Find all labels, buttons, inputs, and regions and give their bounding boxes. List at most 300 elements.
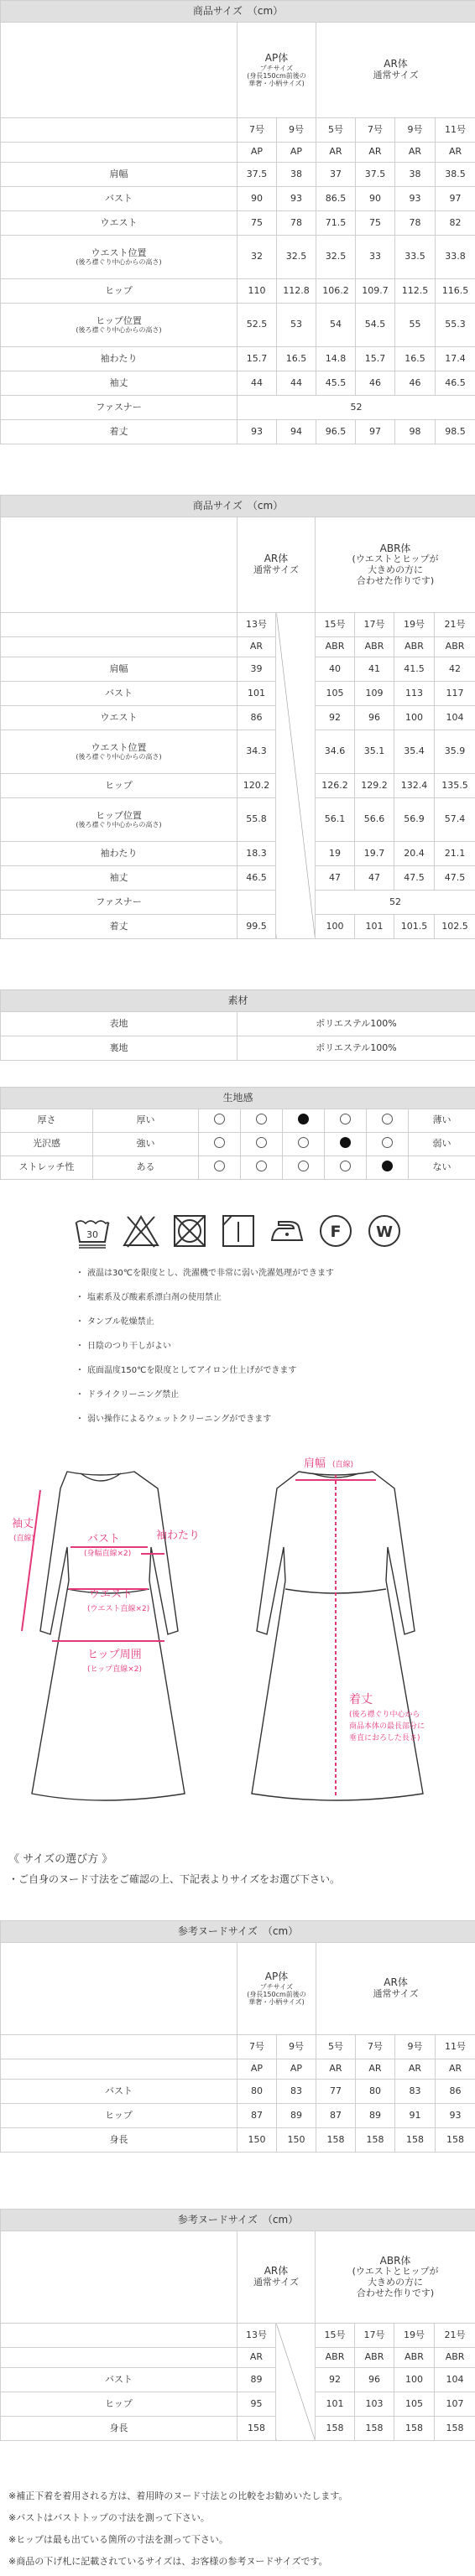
cell: 106.2	[316, 279, 356, 304]
table-header: 参考ヌードサイズ （cm）	[1, 1921, 475, 1943]
cell: 96	[355, 2368, 394, 2392]
group-header-ar: AR体 通常サイズ	[238, 517, 316, 613]
type-label: ABR	[316, 2348, 355, 2368]
bust-label: バスト	[87, 1533, 121, 1545]
empty-diagonal-cell	[276, 2324, 316, 2441]
cell: 16.5	[395, 347, 436, 371]
blank-cell	[1, 118, 238, 143]
cell: 158	[355, 2417, 394, 2441]
footnote: ※バストはバストトップの寸法を測って下さい。	[8, 2512, 210, 2523]
blank-cell	[1, 143, 238, 163]
cell: 158	[316, 2417, 355, 2441]
cell: 52	[316, 891, 475, 915]
size-label: 15号	[316, 2324, 355, 2348]
cell: 47.5	[394, 866, 435, 891]
row-label: ファスナー	[1, 396, 238, 420]
cell: 87	[238, 2104, 277, 2128]
blank-cell	[1, 1943, 238, 2035]
cell: 110	[238, 279, 277, 304]
size-label: 7号	[356, 118, 395, 143]
cell: 54.5	[356, 304, 395, 347]
size-label: 5号	[316, 2035, 356, 2059]
table-header: 生地感	[1, 1088, 475, 1109]
cell: 89	[238, 2368, 276, 2392]
type-label: ABR	[355, 2348, 394, 2368]
cell: 37.5	[238, 163, 277, 187]
scale-circle	[340, 1114, 351, 1124]
size-guide-title: 《 サイズの選び方 》	[8, 1853, 113, 1866]
cell: 71.5	[316, 211, 356, 236]
size-label: 9号	[395, 2035, 436, 2059]
length-label: 着丈	[349, 1693, 373, 1706]
cell: 104	[435, 2368, 475, 2392]
scale-circle	[214, 1161, 225, 1171]
type-label: AR	[238, 637, 276, 657]
table-row	[1, 657, 475, 682]
type-label: AR	[356, 2059, 395, 2080]
cell: 82	[436, 211, 475, 236]
table-row	[1, 842, 475, 866]
table-row	[1, 396, 475, 420]
texture-table	[0, 1087, 475, 1180]
cell: 15.7	[356, 347, 395, 371]
cell: 112.5	[395, 279, 436, 304]
cell: 52	[238, 396, 475, 420]
svg-text:W: W	[376, 1223, 393, 1241]
row-label: ストレッチ性	[1, 1156, 93, 1180]
row-label: ウエスト	[1, 211, 238, 236]
scale-circle	[214, 1114, 225, 1124]
measurement-lines	[22, 1475, 376, 1797]
hip-sub: (ヒップ直線×2)	[87, 1665, 143, 1674]
size-label: 21号	[435, 2324, 475, 2348]
table-row	[1, 798, 475, 842]
care-note: ・ 弱い操作によるウェットクリーニングができます	[79, 1414, 448, 1438]
footnotes	[8, 2489, 470, 2576]
length-sub: 商品本体の最長部分に	[349, 1722, 425, 1731]
type-label: AP	[277, 2059, 316, 2080]
scale-left-label: ある	[93, 1156, 199, 1180]
cell: 158	[435, 2417, 475, 2441]
texture-row	[1, 1156, 475, 1180]
row-label: ヒップ	[1, 2104, 238, 2128]
type-label: AR	[436, 143, 475, 163]
cell: 93	[277, 187, 316, 211]
type-label: ABR	[435, 637, 475, 657]
care-note: ・ 液温は30℃を限度とし、洗濯機で非常に弱い洗濯処理ができます	[79, 1268, 448, 1292]
size-label: 19号	[394, 613, 435, 637]
table-row	[1, 866, 475, 891]
cell: 55.3	[436, 304, 475, 347]
cell: 83	[395, 2080, 436, 2104]
row-label: バスト	[1, 2368, 238, 2392]
row-label: ヒップ	[1, 279, 238, 304]
table-header: 素材	[1, 990, 475, 1012]
cell: 86.5	[316, 187, 356, 211]
care-note: ・ 日陰のつり干しがよい	[79, 1341, 448, 1365]
cell: 93	[395, 187, 436, 211]
group-header-ap: AP体 プチサイズ (身長150cm前後の 華奢・小柄サイズ)	[238, 23, 316, 118]
cell: 109.7	[356, 279, 395, 304]
scale-circle	[298, 1161, 309, 1171]
table-row	[1, 347, 475, 371]
row-label: ウエスト位置 (後ろ襟ぐり中心からの高さ)	[1, 730, 238, 774]
cell: 32.5	[316, 236, 356, 279]
cell: 18.3	[238, 842, 276, 866]
row-label: 袖丈	[1, 371, 238, 396]
cell: 116.5	[436, 279, 475, 304]
type-label: AR	[356, 143, 395, 163]
type-label: AR	[238, 2348, 276, 2368]
type-label: AR	[316, 2059, 356, 2080]
group-header-ar: AR体 通常サイズ	[316, 1943, 475, 2035]
cell: 101.5	[394, 915, 435, 939]
cell: 101	[238, 682, 276, 706]
cell: 158	[436, 2128, 475, 2153]
cell: 158	[316, 2128, 356, 2153]
cell: 19.7	[355, 842, 394, 866]
waist-label: ウエスト	[89, 1588, 133, 1601]
cell: 53	[277, 304, 316, 347]
cell	[238, 891, 276, 915]
cell: 34.6	[316, 730, 355, 774]
size-label: 9号	[277, 118, 316, 143]
cell: 37.5	[356, 163, 395, 187]
scale-circle	[382, 1114, 393, 1124]
cell: ポリエステル100%	[238, 1012, 475, 1036]
cell: 57.4	[435, 798, 475, 842]
size-label: 11号	[436, 118, 475, 143]
back-dress-illustration	[252, 1472, 423, 1800]
row-label: ファスナー	[1, 891, 238, 915]
cell: 55.8	[238, 798, 276, 842]
cell: 38.5	[436, 163, 475, 187]
cell: 101	[355, 915, 394, 939]
cell: 14.8	[316, 347, 356, 371]
cell: 135.5	[435, 774, 475, 798]
cell: 86	[238, 706, 276, 730]
cell: 89	[277, 2104, 316, 2128]
cell: 52.5	[238, 304, 277, 347]
cell: 96	[355, 706, 394, 730]
cell: 93	[436, 2104, 475, 2128]
shoulder-label: 肩幅	[304, 1457, 326, 1470]
cell: 96.5	[316, 420, 356, 444]
footnote: ※商品の下げ札に記載されているサイズは、お客様の参考ヌードサイズです。	[8, 2556, 328, 2567]
cell: 92	[316, 706, 355, 730]
row-label: ウエスト位置 (後ろ襟ぐり中心からの高さ)	[1, 236, 238, 279]
cell: 56.6	[355, 798, 394, 842]
type-label: ABR	[394, 637, 435, 657]
table-row	[1, 2128, 475, 2153]
cell: 101	[316, 2392, 355, 2417]
table-row	[1, 2417, 475, 2441]
cell: 17.4	[436, 347, 475, 371]
line-dry-shade-icon	[220, 1213, 257, 1249]
size-label: 5号	[316, 118, 356, 143]
cell: 56.1	[316, 798, 355, 842]
material-table	[0, 989, 475, 1061]
cell: 93	[238, 420, 277, 444]
row-label: 袖わたり	[1, 842, 238, 866]
blank-cell	[1, 2231, 238, 2324]
waist-sub: (ウエスト直線×2)	[87, 1605, 150, 1613]
type-label: ABR	[394, 2348, 435, 2368]
cell: ポリエステル100%	[238, 1036, 475, 1061]
cell: 37	[316, 163, 356, 187]
table-row	[1, 279, 475, 304]
cell: 102.5	[435, 915, 475, 939]
care-notes	[79, 1268, 448, 1438]
cell: 109	[355, 682, 394, 706]
group-header-ar: AR体 通常サイズ	[238, 2231, 316, 2324]
nude-size-table-1	[0, 1920, 475, 2153]
cell: 32.5	[277, 236, 316, 279]
type-label: AR	[395, 2059, 436, 2080]
cell: 86	[436, 2080, 475, 2104]
cell: 15.7	[238, 347, 277, 371]
front-dress-illustration	[32, 1472, 185, 1800]
cell: 21.1	[435, 842, 475, 866]
table-row	[1, 371, 475, 396]
scale-circle	[214, 1137, 225, 1148]
type-label: ABR	[316, 637, 355, 657]
cell: 104	[435, 706, 475, 730]
nude-size-table-2	[0, 2209, 475, 2441]
blank-cell	[1, 613, 238, 637]
row-label: 光沢感	[1, 1133, 93, 1156]
cell: 41	[355, 657, 394, 682]
cell: 75	[356, 211, 395, 236]
cell: 80	[238, 2080, 277, 2104]
care-icons	[74, 1213, 426, 1252]
row-label: ヒップ	[1, 774, 238, 798]
cell: 90	[238, 187, 277, 211]
type-label: AP	[238, 2059, 277, 2080]
table-row	[1, 304, 475, 347]
care-note: ・ ドライクリーニング禁止	[79, 1389, 448, 1414]
care-note: ・ 塩素系及び酸素系漂白剤の使用禁止	[79, 1292, 448, 1317]
shoulder-sub: (直線)	[332, 1461, 354, 1469]
cell: 46.5	[238, 866, 276, 891]
scale-circle	[382, 1137, 393, 1148]
cell: 150	[238, 2128, 277, 2153]
texture-row	[1, 1133, 475, 1156]
cell: 39	[238, 657, 276, 682]
row-label: ウエスト	[1, 706, 238, 730]
size-label: 17号	[355, 613, 394, 637]
group-header-abr: ABR体 (ウエストとヒップが 大きめの方に 合わせた作りです)	[316, 2231, 475, 2324]
cell: 47	[316, 866, 355, 891]
cell: 100	[316, 915, 355, 939]
table-row	[1, 236, 475, 279]
size-label: 7号	[238, 118, 277, 143]
cell: 97	[436, 187, 475, 211]
row-label: バスト	[1, 2080, 238, 2104]
no-dry-clean-icon	[317, 1213, 354, 1249]
row-label: 身長	[1, 2417, 238, 2441]
group-header-ap: AP体 プチサイズ (身長150cm前後の 華奢・小柄サイズ)	[238, 1943, 316, 2035]
cell: 158	[395, 2128, 436, 2153]
cell: 98	[395, 420, 436, 444]
cell: 129.2	[355, 774, 394, 798]
table-row	[1, 2392, 475, 2417]
cell: 94	[277, 420, 316, 444]
row-label: ヒップ位置 (後ろ襟ぐり中心からの高さ)	[1, 798, 238, 842]
cell: 46	[356, 371, 395, 396]
cell: 35.9	[435, 730, 475, 774]
footnote: ※補正下着を着用される方は、着用時のヌード寸法との比較をお勧めいたします。	[8, 2490, 348, 2501]
no-tumble-dry-icon	[171, 1213, 208, 1249]
length-sub: 垂直におろした長さ)	[349, 1734, 420, 1742]
group-header-abr: ABR体 (ウエストとヒップが 大きめの方に 合わせた作りです)	[316, 517, 475, 613]
cell: 46	[395, 371, 436, 396]
cell: 77	[316, 2080, 356, 2104]
length-sub: (後ろ襟ぐり中心から	[349, 1711, 420, 1719]
cell: 100	[394, 2368, 435, 2392]
cell: 97	[356, 420, 395, 444]
cell: 78	[395, 211, 436, 236]
cell: 103	[355, 2392, 394, 2417]
cell: 35.1	[355, 730, 394, 774]
cell: 45.5	[316, 371, 356, 396]
scale-circle-selected	[382, 1161, 393, 1171]
scale-circle	[256, 1114, 267, 1124]
product-size-table-2	[0, 495, 475, 939]
cell: 100	[394, 706, 435, 730]
scale-circle-selected	[340, 1137, 351, 1148]
scale-right-label: 弱い	[409, 1133, 475, 1156]
row-label: バスト	[1, 682, 238, 706]
type-label: AR	[316, 143, 356, 163]
cell: 56.9	[394, 798, 435, 842]
cell: 35.4	[394, 730, 435, 774]
table-row	[1, 163, 475, 187]
size-label: 7号	[238, 2035, 277, 2059]
scale-circle	[298, 1137, 309, 1148]
blank-cell	[1, 23, 238, 118]
care-note: ・ タンブル乾燥禁止	[79, 1317, 448, 1341]
cell: 55	[395, 304, 436, 347]
type-label: AP	[238, 143, 277, 163]
care-note: ・ 底面温度150℃を限度としてアイロン仕上げができます	[79, 1365, 448, 1389]
sleeve-length-sub: (直線)	[13, 1535, 35, 1543]
hip-label: ヒップ周囲	[87, 1649, 142, 1661]
blank-cell	[1, 637, 238, 657]
table-header: 商品サイズ （cm）	[1, 496, 475, 517]
cell: 38	[395, 163, 436, 187]
size-label: 7号	[356, 2035, 395, 2059]
group-header-ar: AR体 通常サイズ	[316, 23, 475, 118]
product-size-table-1	[0, 0, 475, 444]
cell: 117	[435, 682, 475, 706]
wash-30-icon	[74, 1213, 111, 1249]
size-label: 11号	[436, 2035, 475, 2059]
table-row	[1, 1012, 475, 1036]
type-label: AP	[277, 143, 316, 163]
cell: 120.2	[238, 774, 276, 798]
cell: 47.5	[435, 866, 475, 891]
size-label: 19号	[394, 2324, 435, 2348]
table-row	[1, 2368, 475, 2392]
cell: 92	[316, 2368, 355, 2392]
blank-cell	[1, 517, 238, 613]
wet-clean-icon	[366, 1213, 403, 1249]
scale-circle	[256, 1137, 267, 1148]
cell: 33.5	[395, 236, 436, 279]
table-row	[1, 774, 475, 798]
cell: 20.4	[394, 842, 435, 866]
table-row	[1, 1036, 475, 1061]
size-label: 13号	[238, 2324, 276, 2348]
cell: 83	[277, 2080, 316, 2104]
table-row	[1, 2080, 475, 2104]
no-bleach-icon	[123, 1213, 159, 1249]
cell: 46.5	[436, 371, 475, 396]
cell: 87	[316, 2104, 356, 2128]
sleeve-width-label: 袖わたり	[156, 1530, 201, 1542]
measurement-guide-diagram	[0, 1455, 475, 1841]
table-header: 商品サイズ （cm）	[1, 1, 475, 23]
scale-circle	[256, 1161, 267, 1171]
size-label: 15号	[316, 613, 355, 637]
row-label: 袖わたり	[1, 347, 238, 371]
cell: 126.2	[316, 774, 355, 798]
row-label: 裏地	[1, 1036, 238, 1061]
cell: 105	[316, 682, 355, 706]
cell: 19	[316, 842, 355, 866]
row-label: ヒップ位置 (後ろ襟ぐり中心からの高さ)	[1, 304, 238, 347]
type-label: AR	[395, 143, 436, 163]
cell: 89	[356, 2104, 395, 2128]
svg-text:F: F	[330, 1223, 342, 1241]
scale-circle	[340, 1161, 351, 1171]
cell: 54	[316, 304, 356, 347]
cell: 33.8	[436, 236, 475, 279]
row-label: 着丈	[1, 420, 238, 444]
footnote: ※ヒップは最も出ている箇所の寸法を測って下さい。	[8, 2534, 228, 2545]
size-label: 9号	[277, 2035, 316, 2059]
cell: 107	[435, 2392, 475, 2417]
type-label: AR	[436, 2059, 475, 2080]
row-label: 厚さ	[1, 1109, 93, 1133]
cell: 42	[435, 657, 475, 682]
texture-row	[1, 1109, 475, 1133]
cell: 80	[356, 2080, 395, 2104]
sleeve-length-label: 袖丈	[12, 1518, 34, 1530]
cell: 95	[238, 2392, 276, 2417]
table-row	[1, 420, 475, 444]
cell: 40	[316, 657, 355, 682]
blank-cell	[1, 2348, 238, 2368]
row-label: 着丈	[1, 915, 238, 939]
cell: 112.8	[277, 279, 316, 304]
scale-right-label: ない	[409, 1156, 475, 1180]
cell: 150	[277, 2128, 316, 2153]
cell: 47	[355, 866, 394, 891]
row-label: 身長	[1, 2128, 238, 2153]
blank-cell	[1, 2059, 238, 2080]
scale-circle-selected	[298, 1114, 309, 1124]
cell: 34.3	[238, 730, 276, 774]
row-label: ヒップ	[1, 2392, 238, 2417]
cell: 113	[394, 682, 435, 706]
size-label: 9号	[395, 118, 436, 143]
empty-diagonal-cell	[276, 613, 316, 939]
cell: 78	[277, 211, 316, 236]
cell: 132.4	[394, 774, 435, 798]
row-label: 肩幅	[1, 657, 238, 682]
